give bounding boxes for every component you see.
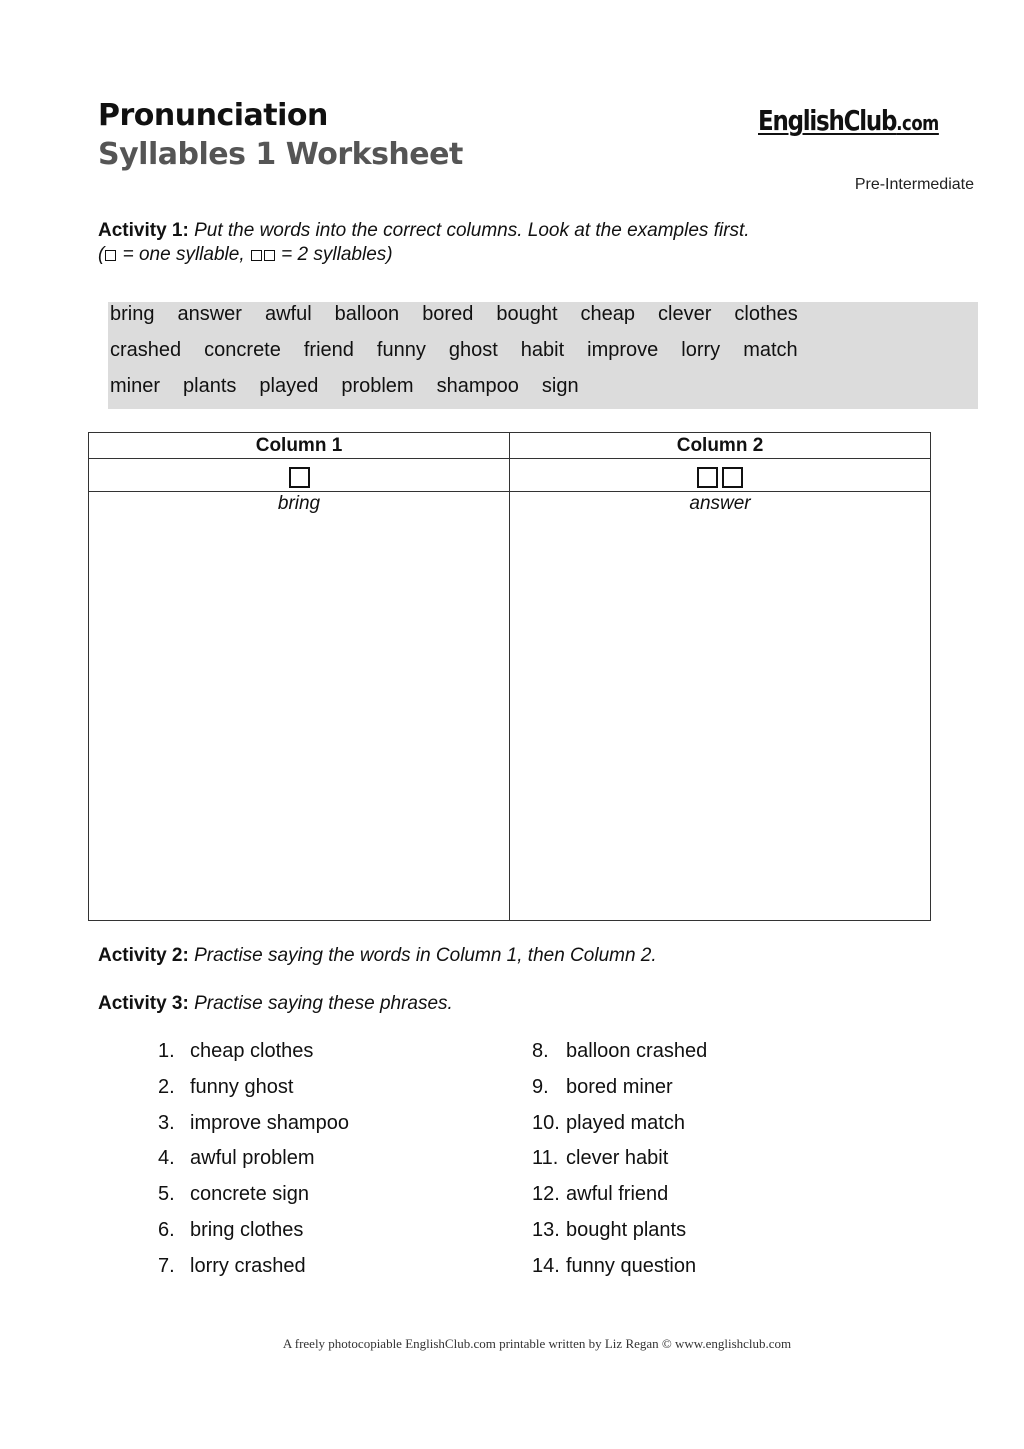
legend-two-syllables: = 2 syllables)	[281, 244, 393, 265]
page-subtitle: Syllables 1 Worksheet	[98, 137, 463, 172]
phrase-text: balloon crashed	[566, 1040, 708, 1062]
syllable-square-icon	[697, 467, 718, 488]
syllable-columns-table	[88, 432, 931, 921]
phrase-text: bring clothes	[190, 1219, 304, 1241]
word-bank-word: crashed	[110, 339, 182, 361]
word-bank-word: played	[259, 375, 319, 397]
page-title: Pronunciation	[98, 98, 328, 133]
word-bank-word: friend	[303, 339, 354, 361]
word-bank-word: problem	[341, 375, 414, 397]
phrase-text: improve shampoo	[190, 1111, 349, 1134]
column-2-example: answer	[689, 493, 751, 514]
phrase-text: awful friend	[566, 1183, 669, 1206]
phrase-text: funny question	[566, 1254, 697, 1277]
word-bank-word: bring	[110, 303, 155, 325]
word-bank	[108, 302, 978, 409]
phrase-text: clever habit	[566, 1147, 669, 1170]
word-bank-word: concrete	[204, 339, 281, 361]
phrase-text: cheap clothes	[190, 1040, 314, 1062]
phrase-number: 1.	[158, 1040, 175, 1062]
column-2-header: Column 2	[510, 433, 931, 459]
phrase-number: 7.	[158, 1254, 175, 1277]
word-bank-row-1	[110, 302, 821, 326]
phrase-number: 12.	[532, 1183, 560, 1206]
word-bank-word: awful	[264, 303, 312, 325]
phrase-text: concrete sign	[190, 1183, 309, 1206]
column-1-answers[interactable]	[89, 492, 510, 921]
phrase-text: played match	[566, 1111, 685, 1134]
word-bank-word: funny	[376, 339, 426, 361]
one-syllable-square-icon	[289, 467, 310, 488]
word-bank-row-2	[110, 338, 821, 362]
word-bank-row-3	[110, 374, 602, 398]
legend-one-syllable: = one syllable,	[122, 244, 245, 265]
syllable-square-icon	[264, 250, 275, 261]
activity3-text: Practise saying these phrases.	[194, 993, 453, 1014]
word-bank-word: bored	[422, 303, 474, 325]
phrase-number: 8.	[532, 1040, 549, 1062]
word-bank-word: bought	[496, 303, 558, 325]
word-bank-word: clothes	[734, 303, 798, 325]
phrase-number: 9.	[532, 1075, 549, 1098]
column-2-answers[interactable]	[510, 492, 931, 921]
word-bank-word: improve	[587, 339, 659, 361]
englishclub-logo	[758, 104, 939, 140]
syllable-square-icon	[722, 467, 743, 488]
phrase-text: awful problem	[190, 1147, 315, 1170]
phrase-number: 10.	[532, 1111, 560, 1134]
footer-credit: A freely photocopiable EnglishClub.com printable written by Liz Regan © www.englishclub.com	[282, 1336, 792, 1351]
activity2-instructions	[98, 944, 657, 968]
word-bank-word: sign	[541, 375, 579, 397]
word-bank-word: match	[743, 339, 798, 361]
column-2-symbol	[510, 459, 931, 492]
one-syllable-square-icon	[105, 250, 116, 261]
phrase-number: 4.	[158, 1147, 175, 1170]
phrase-number: 14.	[532, 1254, 560, 1277]
word-bank-word: balloon	[334, 303, 400, 325]
phrase-number: 11.	[532, 1147, 559, 1170]
word-bank-word: cheap	[580, 303, 636, 325]
logo-tld: .com	[896, 111, 939, 135]
phrase-number: 13.	[532, 1219, 560, 1241]
column-1-symbol	[89, 459, 510, 492]
activity1-label: Activity 1:	[98, 220, 189, 241]
word-bank-word: clever	[658, 303, 712, 325]
phrase-text: funny ghost	[190, 1075, 294, 1098]
level-label: Pre-Intermediate	[854, 176, 974, 193]
activity1-text: Put the words into the correct columns. Look at the examples first.	[194, 220, 750, 241]
logo-brand: EnglishClub	[758, 104, 897, 137]
word-bank-word: shampoo	[436, 375, 519, 397]
word-bank-word: habit	[520, 339, 565, 361]
word-bank-word: answer	[177, 303, 242, 325]
activity3-label: Activity 3:	[98, 993, 189, 1014]
phrase-number: 5.	[158, 1183, 175, 1206]
activity2-text: Practise saying the words in Column 1, then Column 2.	[194, 945, 657, 966]
word-bank-word: lorry	[681, 339, 721, 361]
activity2-label: Activity 2:	[98, 945, 189, 966]
word-bank-word: plants	[183, 375, 237, 397]
word-bank-word: ghost	[448, 339, 498, 361]
legend-open: (	[98, 244, 105, 265]
phrase-number: 3.	[158, 1111, 175, 1134]
phrase-text: lorry crashed	[190, 1254, 306, 1277]
phrase-number: 2.	[158, 1075, 175, 1098]
activity1-instructions	[98, 219, 750, 267]
phrase-text: bored miner	[566, 1075, 673, 1098]
phrase-text: bought plants	[566, 1219, 687, 1241]
word-bank-word: miner	[110, 375, 161, 397]
activity3-instructions	[98, 992, 453, 1016]
column-1-header: Column 1	[89, 433, 510, 459]
column-1-example: bring	[277, 493, 321, 514]
syllable-square-icon	[251, 250, 262, 261]
phrase-number: 6.	[158, 1219, 175, 1241]
